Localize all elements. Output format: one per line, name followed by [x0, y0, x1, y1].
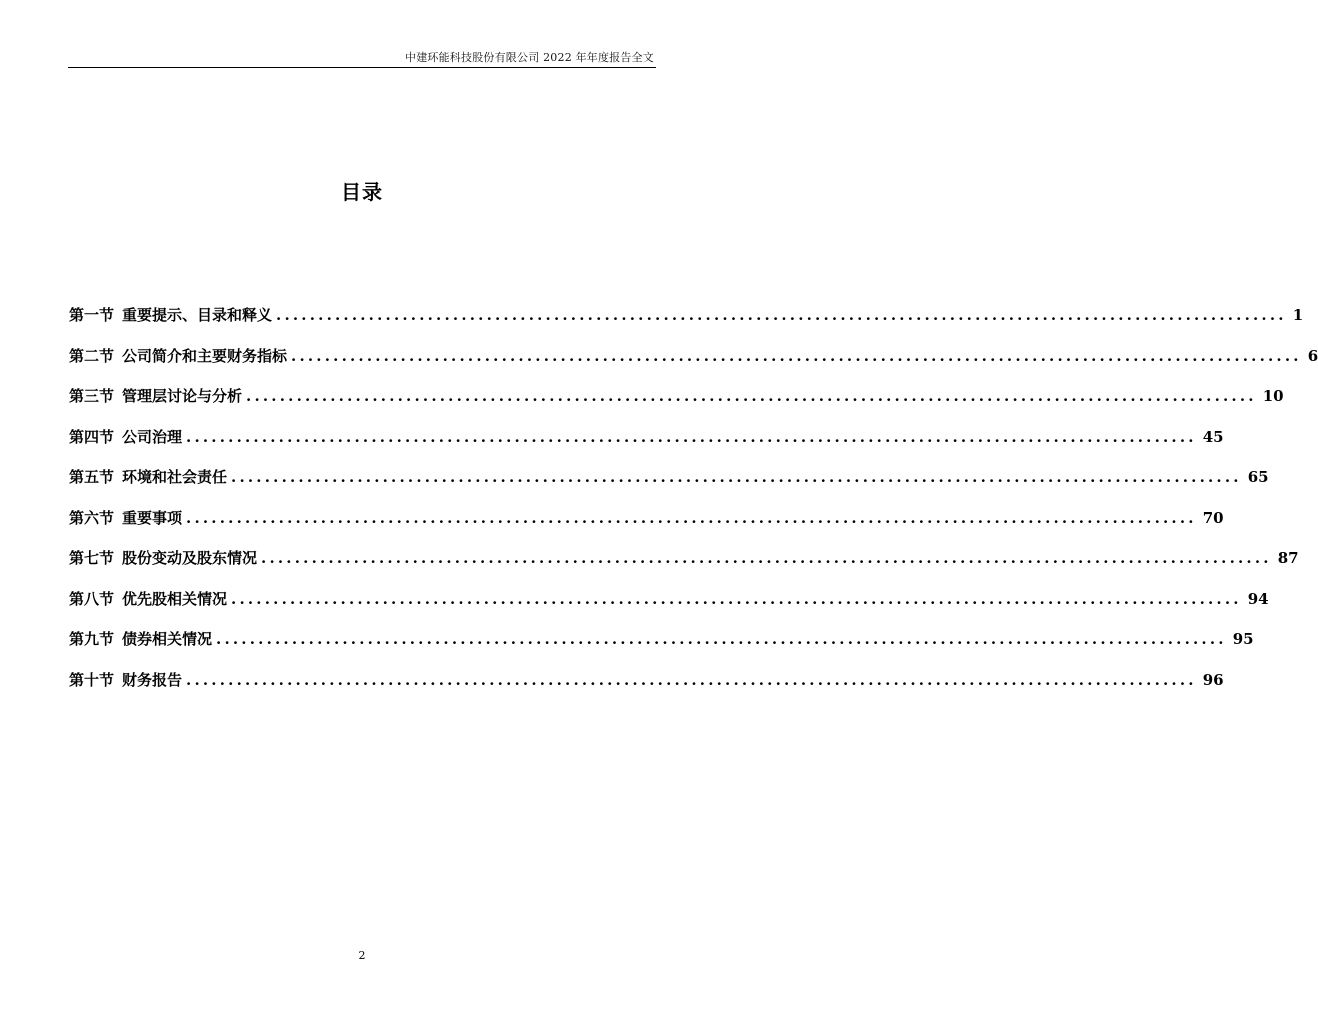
toc-page-number: 95 [1232, 630, 1254, 648]
toc-page-number: 6 [1307, 346, 1318, 365]
toc-section-title: 股份变动及股东情况 [122, 549, 258, 567]
table-of-contents [69, 304, 1318, 709]
header-rule [68, 67, 656, 68]
toc-section-number: 第九节 [69, 630, 115, 648]
toc-entry[interactable] [69, 385, 1284, 426]
toc-page-number: 96 [1202, 670, 1224, 689]
toc-dot-leader: ........................................................................................................................ [291, 346, 1302, 365]
toc-entry[interactable] [69, 304, 1304, 345]
toc-page-number: 70 [1202, 508, 1224, 527]
toc-entry[interactable] [69, 547, 1299, 588]
toc-section-title: 债券相关情况 [122, 630, 213, 648]
toc-dot-leader: ........................................................................................................................ [276, 306, 1287, 324]
toc-entry[interactable] [69, 628, 1254, 669]
toc-section-number: 第一节 [69, 306, 115, 324]
toc-section-number: 第十节 [69, 670, 115, 689]
toc-section-title: 环境和社会责任 [122, 468, 228, 486]
toc-page-number: 87 [1277, 549, 1299, 567]
toc-dot-leader: ........................................................................................................................ [186, 670, 1197, 689]
toc-section-number: 第八节 [69, 589, 115, 608]
toc-dot-leader: ........................................................................................................................ [216, 630, 1227, 648]
toc-page-number: 94 [1247, 589, 1269, 608]
toc-entry[interactable] [69, 507, 1224, 548]
running-header: 中建环能科技股份有限公司 2022 年年度报告全文 [405, 51, 654, 64]
toc-dot-leader: ........................................................................................................................ [261, 549, 1272, 567]
page-number: 2 [358, 949, 366, 962]
toc-section-title: 公司治理 [122, 427, 183, 446]
toc-entry[interactable] [69, 345, 1318, 386]
toc-entry[interactable] [69, 588, 1269, 629]
toc-section-title: 财务报告 [122, 670, 183, 689]
toc-entry[interactable] [69, 426, 1224, 467]
toc-section-number: 第七节 [69, 549, 115, 567]
toc-dot-leader: ........................................................................................................................ [246, 387, 1257, 405]
toc-section-number: 第二节 [69, 346, 115, 365]
toc-page-number: 1 [1292, 306, 1304, 324]
toc-section-number: 第三节 [69, 387, 115, 405]
toc-section-title: 重要提示、目录和释义 [122, 306, 273, 324]
toc-page-number: 65 [1247, 468, 1269, 486]
toc-section-title: 重要事项 [122, 508, 183, 527]
toc-dot-leader: ........................................................................................................................ [186, 508, 1197, 527]
toc-dot-leader: ........................................................................................................................ [231, 589, 1242, 608]
toc-section-number: 第六节 [69, 508, 115, 527]
toc-dot-leader: ........................................................................................................................ [231, 468, 1242, 486]
toc-section-number: 第五节 [69, 468, 115, 486]
toc-entry[interactable] [69, 466, 1269, 507]
toc-page-number: 45 [1202, 427, 1224, 446]
toc-section-title: 优先股相关情况 [122, 589, 228, 608]
toc-entry[interactable] [69, 669, 1224, 710]
toc-page-number: 10 [1262, 387, 1284, 405]
page-title: 目录 [341, 180, 383, 204]
toc-section-title: 公司简介和主要财务指标 [122, 346, 288, 365]
toc-section-number: 第四节 [69, 427, 115, 446]
toc-dot-leader: ........................................................................................................................ [186, 427, 1197, 446]
toc-section-title: 管理层讨论与分析 [122, 387, 243, 405]
